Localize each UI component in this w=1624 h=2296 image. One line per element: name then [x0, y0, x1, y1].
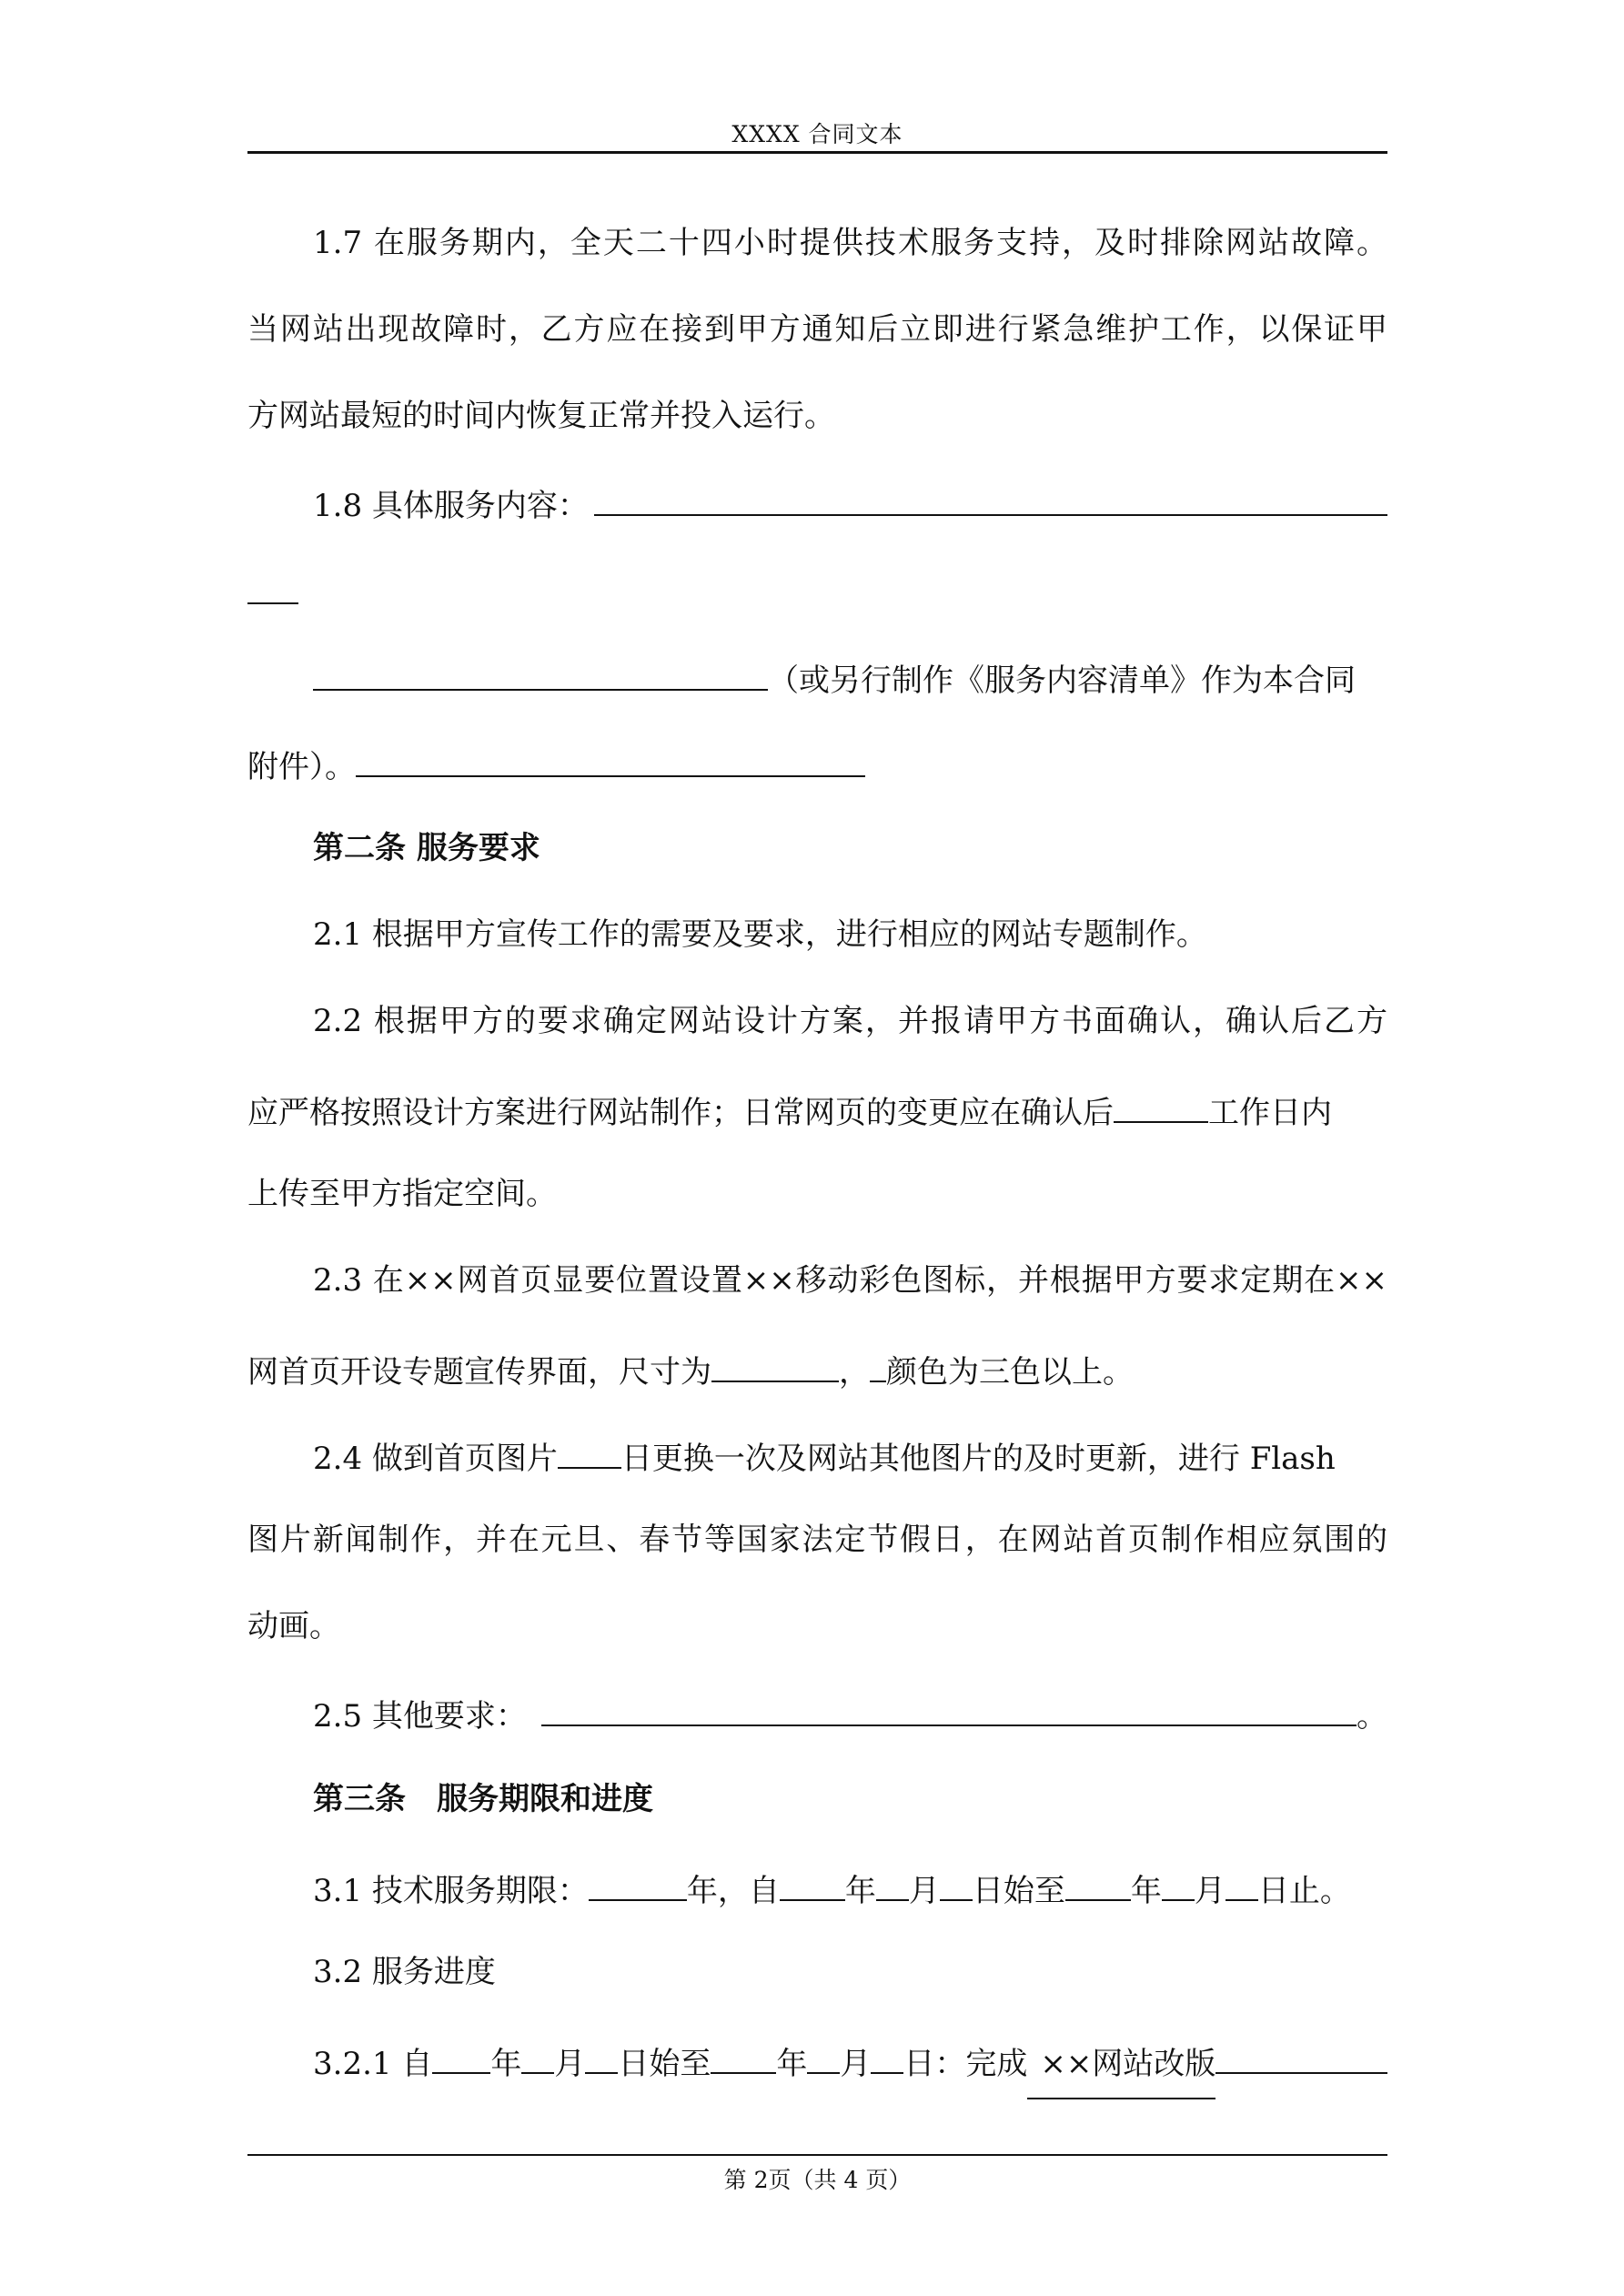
clause-3-2-1-end-day-blank[interactable] — [871, 2027, 903, 2074]
page-number: 第 2页（共 4 页） — [723, 2167, 912, 2193]
clause-1-8-blank-1[interactable] — [594, 470, 1387, 516]
clause-3-1-year-label: 年 — [844, 1873, 876, 1909]
clause-3-1-year-label-2: 年 — [1130, 1873, 1162, 1909]
clause-2-3-line-1: 2.3 在××网首页显要位置设置××移动彩色图标，并根据甲方要求定期在×× — [313, 1262, 1387, 1299]
footer-rule — [247, 2154, 1387, 2156]
clause-3-2-1-day-end-label: 日：完成 — [903, 2046, 1028, 2082]
clause-1-8-blank-3[interactable] — [313, 643, 768, 691]
clause-2-4-line-2: 图片新闻制作，并在元旦、春节等国家法定节假日，在网站首页制作相应氛围的 — [247, 1522, 1387, 1558]
clause-3-2-1-year-label-2: 年 — [776, 2046, 808, 2082]
clause-2-2-line-2 — [247, 1076, 1387, 1162]
clause-1-8-line-3 — [247, 643, 1387, 730]
clause-3-1-end-month-blank[interactable] — [1162, 1854, 1195, 1901]
clause-2-4-line-3: 动画。 — [247, 1608, 340, 1644]
clause-2-2-days-blank[interactable] — [1114, 1076, 1208, 1123]
clause-3-2-1-day-from-label: 日始至 — [618, 2046, 711, 2082]
clause-3-2-1 — [247, 2027, 1387, 2113]
clause-3-2-1-start-day-blank[interactable] — [585, 2027, 618, 2074]
clause-2-3-color-blank[interactable] — [870, 1335, 886, 1382]
clause-1-7-line-1: 1.7 在服务期内，全天二十四小时提供技术服务支持，及时排除网站故障。 — [313, 225, 1387, 261]
clause-3-1-start-day-blank[interactable] — [940, 1854, 973, 1901]
clause-1-7-line-3: 方网站最短的时间内恢复正常并投入运行。 — [247, 398, 835, 434]
clause-2-3-line-2 — [247, 1335, 1387, 1421]
clause-3-2-1-task: ××网站改版 — [1027, 2032, 1215, 2099]
clause-2-5-label: 2.5 其他要求： — [313, 1698, 527, 1735]
clause-1-8-line-4 — [247, 730, 1387, 816]
document-body — [247, 211, 1387, 2113]
clause-3-1-label: 3.1 技术服务期限： — [313, 1873, 589, 1909]
clause-3-2-1-label: 3.2.1 自 — [313, 2046, 433, 2082]
clause-1-8-blank-4[interactable] — [356, 730, 865, 777]
clause-3-2-1-start-month-blank[interactable] — [521, 2027, 554, 2074]
clause-2-2-line-1: 2.2 根据甲方的要求确定网站设计方案，并报请甲方书面确认，确认后乙方 — [313, 1003, 1387, 1039]
clause-2-3-size-blank[interactable] — [711, 1335, 839, 1382]
clause-3-1-end-day-blank[interactable] — [1226, 1854, 1258, 1901]
clause-2-3-comma: ， — [839, 1354, 870, 1391]
clause-1-8-note: （或另行制作《服务内容清单》作为本合同 — [768, 663, 1356, 699]
header-rule — [247, 151, 1387, 154]
clause-1-8-blank-2[interactable] — [247, 557, 298, 604]
clause-3-1-month-label-2: 月 — [1194, 1873, 1226, 1909]
clause-3-2: 3.2 服务进度 — [313, 1954, 496, 1990]
header-title: XXXX 合同文本 — [731, 121, 903, 147]
article-2-title: 第二条 服务要求 — [313, 830, 540, 866]
clause-3-1-term-blank[interactable] — [589, 1854, 687, 1901]
clause-2-5-end: 。 — [1357, 1698, 1387, 1735]
clause-3-2-1-month-label: 月 — [554, 2046, 586, 2082]
article-3-title: 第三条 服务期限和进度 — [313, 1781, 653, 1817]
clause-1-8-line-2 — [247, 557, 1387, 643]
clause-3-1-end-year-blank[interactable] — [1065, 1854, 1131, 1901]
clause-3-1-day-from-label: 日始至 — [972, 1873, 1065, 1909]
clause-3-2-1-end-year-blank[interactable] — [711, 2027, 776, 2074]
clause-2-2-line-3: 上传至甲方指定空间。 — [247, 1176, 557, 1212]
clause-2-3-text-c: 颜色为三色以上。 — [886, 1354, 1134, 1391]
clause-2-4-line-1 — [247, 1421, 1387, 1508]
clause-1-8-line-1 — [247, 470, 1387, 557]
clause-3-1-start-month-blank[interactable] — [876, 1854, 909, 1901]
clause-3-2-1-year-label: 年 — [490, 2046, 522, 2082]
clause-2-4-text-a: 2.4 做到首页图片 — [313, 1441, 558, 1477]
clause-2-3-text-a: 网首页开设专题宣传界面，尺寸为 — [247, 1354, 711, 1391]
clause-3-1-year-from-text: 年，自 — [686, 1873, 780, 1909]
clause-3-1-month-label: 月 — [908, 1873, 940, 1909]
clause-3-2-1-task-blank[interactable] — [1215, 2028, 1387, 2074]
clause-2-5-blank[interactable] — [541, 1681, 1357, 1726]
clause-2-4-text-b: 日更换一次及网站其他图片的及时更新，进行 Flash — [620, 1441, 1336, 1477]
clause-3-1-day-end-label: 日止。 — [1257, 1873, 1351, 1909]
clause-1-7-line-2: 当网站出现故障时，乙方应在接到甲方通知后立即进行紧急维护工作，以保证甲 — [247, 311, 1387, 348]
clause-2-2-text-a: 应严格按照设计方案进行网站制作；日常网页的变更应在确认后 — [247, 1095, 1114, 1131]
clause-2-4-days-blank[interactable] — [558, 1421, 621, 1469]
clause-2-1: 2.1 根据甲方宣传工作的需要及要求，进行相应的网站专题制作。 — [313, 916, 1207, 953]
clause-3-1 — [247, 1854, 1387, 1940]
clause-2-5 — [247, 1681, 1387, 1767]
clause-3-2-1-start-year-blank[interactable] — [432, 2027, 490, 2074]
clause-1-8-label: 1.8 具体服务内容： — [313, 488, 589, 524]
clause-3-2-1-end-month-blank[interactable] — [807, 2027, 840, 2074]
clause-1-8-attach: 附件）。 — [247, 749, 356, 785]
clause-3-1-start-year-blank[interactable] — [780, 1854, 845, 1901]
clause-2-2-text-b: 工作日内 — [1208, 1095, 1332, 1131]
clause-3-2-1-month-label-2: 月 — [840, 2046, 872, 2082]
